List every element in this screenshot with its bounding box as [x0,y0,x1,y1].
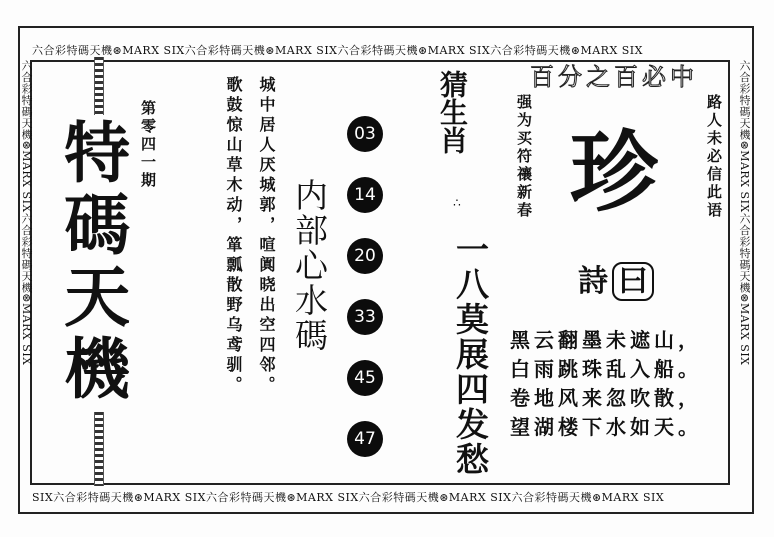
number-ball: 14 [347,177,383,213]
number-ball: 47 [347,421,383,457]
inner-tip-title: 内部心水碼 [290,178,329,353]
right-poem [510,326,702,442]
subtitle-left: 强为买符禳新春 [515,94,533,220]
right-poem-line: 黑云翻墨未遮山， [510,328,702,352]
subtitle-right: 路人未必信此语 [705,94,723,220]
number-ball: 20 [347,238,383,274]
number-ball: 33 [347,299,383,335]
poem-label-shi: 詩 [578,264,608,299]
slogan: 百分之百必中 [530,63,698,91]
zodiac-dots: ∴ [450,196,464,210]
banner-bottom: SIX六合彩特碼天機⊛MARX SIX六合彩特碼天機⊛MARX SIX六合彩特碼天機⊛MARX SIX六合彩特碼天機⊛MARX SIX [32,491,665,503]
decorative-chain-top [94,57,104,115]
decorative-chain-bottom [94,412,104,486]
poem-label-boxed: 曰 [612,262,654,301]
featured-character: 珍 [570,120,659,224]
right-poem-line: 白雨跳珠乱入船。 [510,357,702,381]
zodiac-title: 猜生肖 [436,70,469,154]
poem-label [578,256,654,300]
issue-number: 第零四一期 [139,100,157,190]
banner-top: 六合彩特碼天機⊛MARX SIX六合彩特碼天機⊛MARX SIX六合彩特碼天機⊛MARX SIX六合彩特碼天機⊛MARX SIX [32,44,643,56]
main-title: 特碼天機 [52,118,131,406]
right-poem-line: 望湖楼下水如天。 [510,415,702,439]
number-ball: 45 [347,360,383,396]
left-poem-line: 歌鼓惊山草木动，箪瓢散野乌鸢驯。 [224,76,243,396]
zodiac-riddle: 一八莫展四发愁 [451,232,490,477]
banner-left: 六合彩特碼天機⊛MARX SIX六合彩特碼天機⊛MARX SIX [20,60,33,366]
banner-right: 六合彩特碼天機⊛MARX SIX六合彩特碼天機⊛MARX SIX [738,60,751,366]
left-poem [222,76,278,396]
number-ball: 03 [347,116,383,152]
left-poem-line: 城中居人厌城郭，喧阗晓出空四邻。 [257,76,276,396]
right-poem-line: 卷地风来忽吹散， [510,386,702,410]
